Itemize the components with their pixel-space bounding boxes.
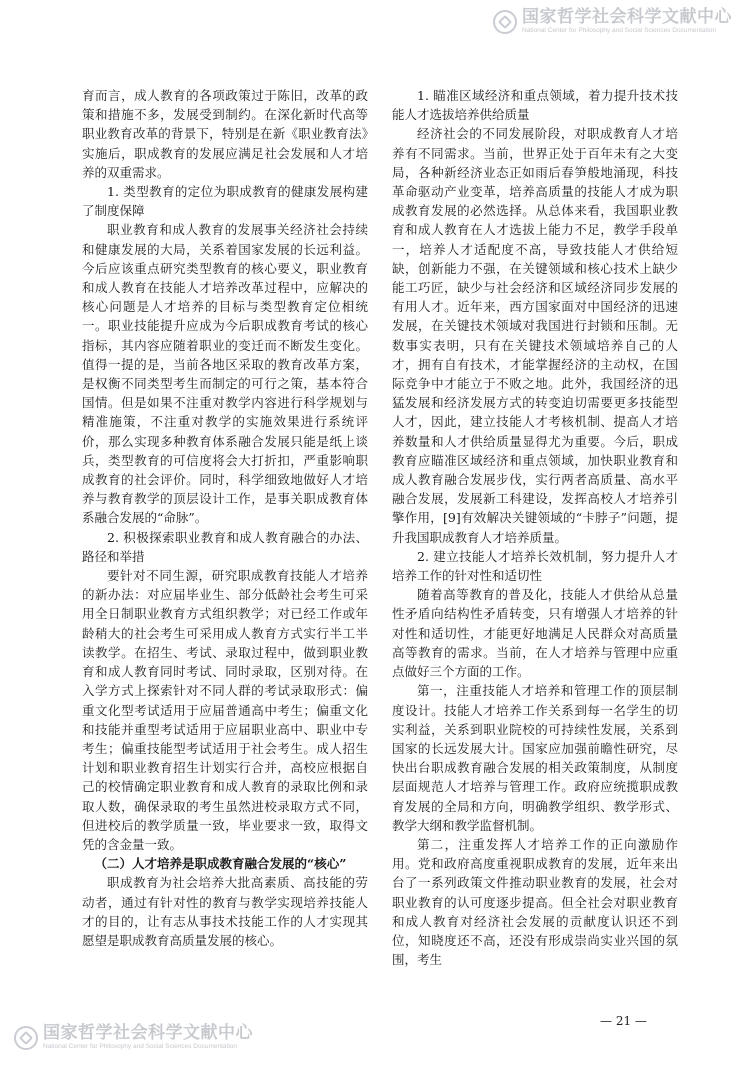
- body-paragraph: 育而言，成人教育的各项政策过于陈旧，改革的政策和措施不多，发展受到制约。在深化新时代高等职业教育改革的背景下，特别是在新《职业教育法》实施后，职成教育的发展应满足社会发展和人才培养的双重需求。: [82, 88, 368, 180]
- subsection-heading: 2. 建立技能人才培养长效机制，努力提升人才培养工作的针对性和适切性: [392, 548, 678, 584]
- body-paragraph: 要针对不同生源，研究职成教育技能人才培养的新办法：对应届毕业生、部分低龄社会考生可采用全日制职业教育方式组织教学；对已经工作或年龄稍大的社会考生可采用成人教育方式实行半工半读教学。在招生、考试、录取过程中，做到职业教育和成人教育同时考试、同时录取，区别对待。在入学方式上探索针对不同人群的考试录取形式：偏重文化型考试适用于应届普通高中考生；偏重文化和技能并重型考试适用于应届职业高中、职业中专考生；偏重技能型考试适用于社会考生。成人招生计划和职业教育招生计划实行合并，高校应根据自己的校情确定职业教育和成人教育的录取比例和录取人数，确保录取的考生虽然进校录取方式不同，但进校后的教学质量一致，毕业要求一致，取得文凭的含金量一致。: [82, 568, 368, 852]
- page-number: — 21 —: [600, 1014, 647, 1028]
- body-paragraph: 职业教育和成人教育的发展事关经济社会持续和健康发展的大局，关系着国家发展的长远利益。今后应该重点研究类型教育的核心要义，职业教育和成人教育在技能人才培养改革过程中，应解决的核心问题是人才培养的目标与类型教育定位相统一。职业技能提升应成为今后职成教育考试的核心指标，其内容应随着职业的变迁而不断发生变化。值得一提的是，当前各地区采取的教育改革方案，是权衡不同类型考生而制定的可行之策，基本符合国情。但是如果不注重对教学内容进行科学规划与精准施策，不注重对教学的实施效果进行系统评价，那么实现多种教育体系融合发展只能是纸上谈兵，类型教育的可信度将会大打折扣，严重影响职成教育的社会评价。同时，科学细致地做好人才培养与教育教学的顶层设计工作，是事关职成教育体系融合发展的“命脉”。: [82, 222, 368, 526]
- left-column: [82, 86, 368, 950]
- section-heading: （二）人才培养是职成教育融合发展的“核心”: [94, 856, 347, 872]
- watermark-name-cn: 国家哲学社会科学文献中心: [522, 7, 732, 27]
- watermark-top: [493, 8, 732, 35]
- watermark-logo-icon: [493, 10, 517, 34]
- watermark-name-en: National Center for Philosophy and Social Sciences Documentation: [43, 1043, 238, 1050]
- right-column: [392, 86, 678, 969]
- subsection-heading: 1. 瞄准区域经济和重点领域，着力提升技术技能人才选拔培养供给质量: [392, 88, 678, 123]
- body-paragraph: 经济社会的不同发展阶段，对职成教育人才培养有不同需求。当前，世界正处于百年未有之大变局，各种新经济业态正如雨后春笋般地涌现，科技革命驱动产业变革，培养高质量的技能人才成为职成教育发展的必然选择。从总体来看，我国职业教育和成人教育在人才选拔上能力不足，教学手段单一，培养人才适配度不高，导致技能人才供给短缺，创新能力不强，在关键领域和核心技术上缺少能工巧匠，缺少与社会经济和区域经济同步发展的有用人才。近年来，西方国家面对中国经济的迅速发展，在关键技术领域对我国进行封锁和压制。无数事实表明，只有在关键技术领域培养自己的人才，拥有自有技术，才能掌握经济的主动权，在国际竞争中才能立于不败之地。此外，我国经济的迅猛发展和经济发展方式的转变迫切需要更多技能型人才，因此，建立技能人才考核机制、提高人才培养数量和人才供给质量显得尤为重要。今后，职成教育应瞄准区域经济和重点领域，加快职业教育和成人教育融合发展步伐，实行两者高质量、高水平融合发展，发展新工科建设，发挥高校人才培养引擎作用，[9]有效解决关键领域的“卡脖子”问题，提升我国职成教育人才培养质量。: [392, 126, 678, 545]
- subsection-heading: 2. 积极探索职业教育和成人教育融合的办法、路径和举措: [82, 529, 368, 564]
- watermark-name-cn: 国家哲学社会科学文献中心: [43, 1023, 253, 1043]
- body-paragraph: 第二，注重发挥人才培养工作的正向激励作用。党和政府高度重视职成教育的发展，近年来出台了一系列政策文件推动职业教育的发展，社会对职业教育的认可度逐步提高。但全社会对职业教育和成人教育对经济社会发展的贡献度认识还不到位，知晓度还不高，还没有形成崇尚实业兴国的氛围，考生: [392, 836, 678, 968]
- body-paragraph: 第一，注重技能人才培养和管理工作的顶层制度设计。技能人才培养工作关系到每一名学生的切实利益，关系到职业院校的可持续性发展，关系到国家的长远发展大计。国家应加强前瞻性研究，尽快出台职成教育融合发展的相关政策制度，从制度层面规范人才培养与管理工作。政府应统揽职成教育发展的全局和方向，明确教学组织、教学形式、教学大纲和教学监督机制。: [392, 683, 678, 833]
- subsection-heading: 1. 类型教育的定位为职成教育的健康发展构建了制度保障: [82, 184, 368, 219]
- body-paragraph: 随着高等教育的普及化，技能人才供给从总量性矛盾向结构性矛盾转变，只有增强人才培养的针对性和适切性，才能更好地满足人民群众对高质量高等教育的需求。当前，在人才培养与管理中应重点做好三个方面的工作。: [392, 587, 678, 680]
- watermark-name-en: National Center for Philosophy and Social Sciences Documentation: [522, 27, 717, 34]
- watermark-bottom: [14, 1024, 253, 1051]
- watermark-logo-icon: [14, 1026, 38, 1050]
- body-paragraph: 职成教育为社会培养大批高素质、高技能的劳动者，通过有针对性的教育与教学实现培养技能人才的目的，让有志从事技术技能工作的人才实现其愿望是职成教育高质量发展的核心。: [82, 875, 368, 948]
